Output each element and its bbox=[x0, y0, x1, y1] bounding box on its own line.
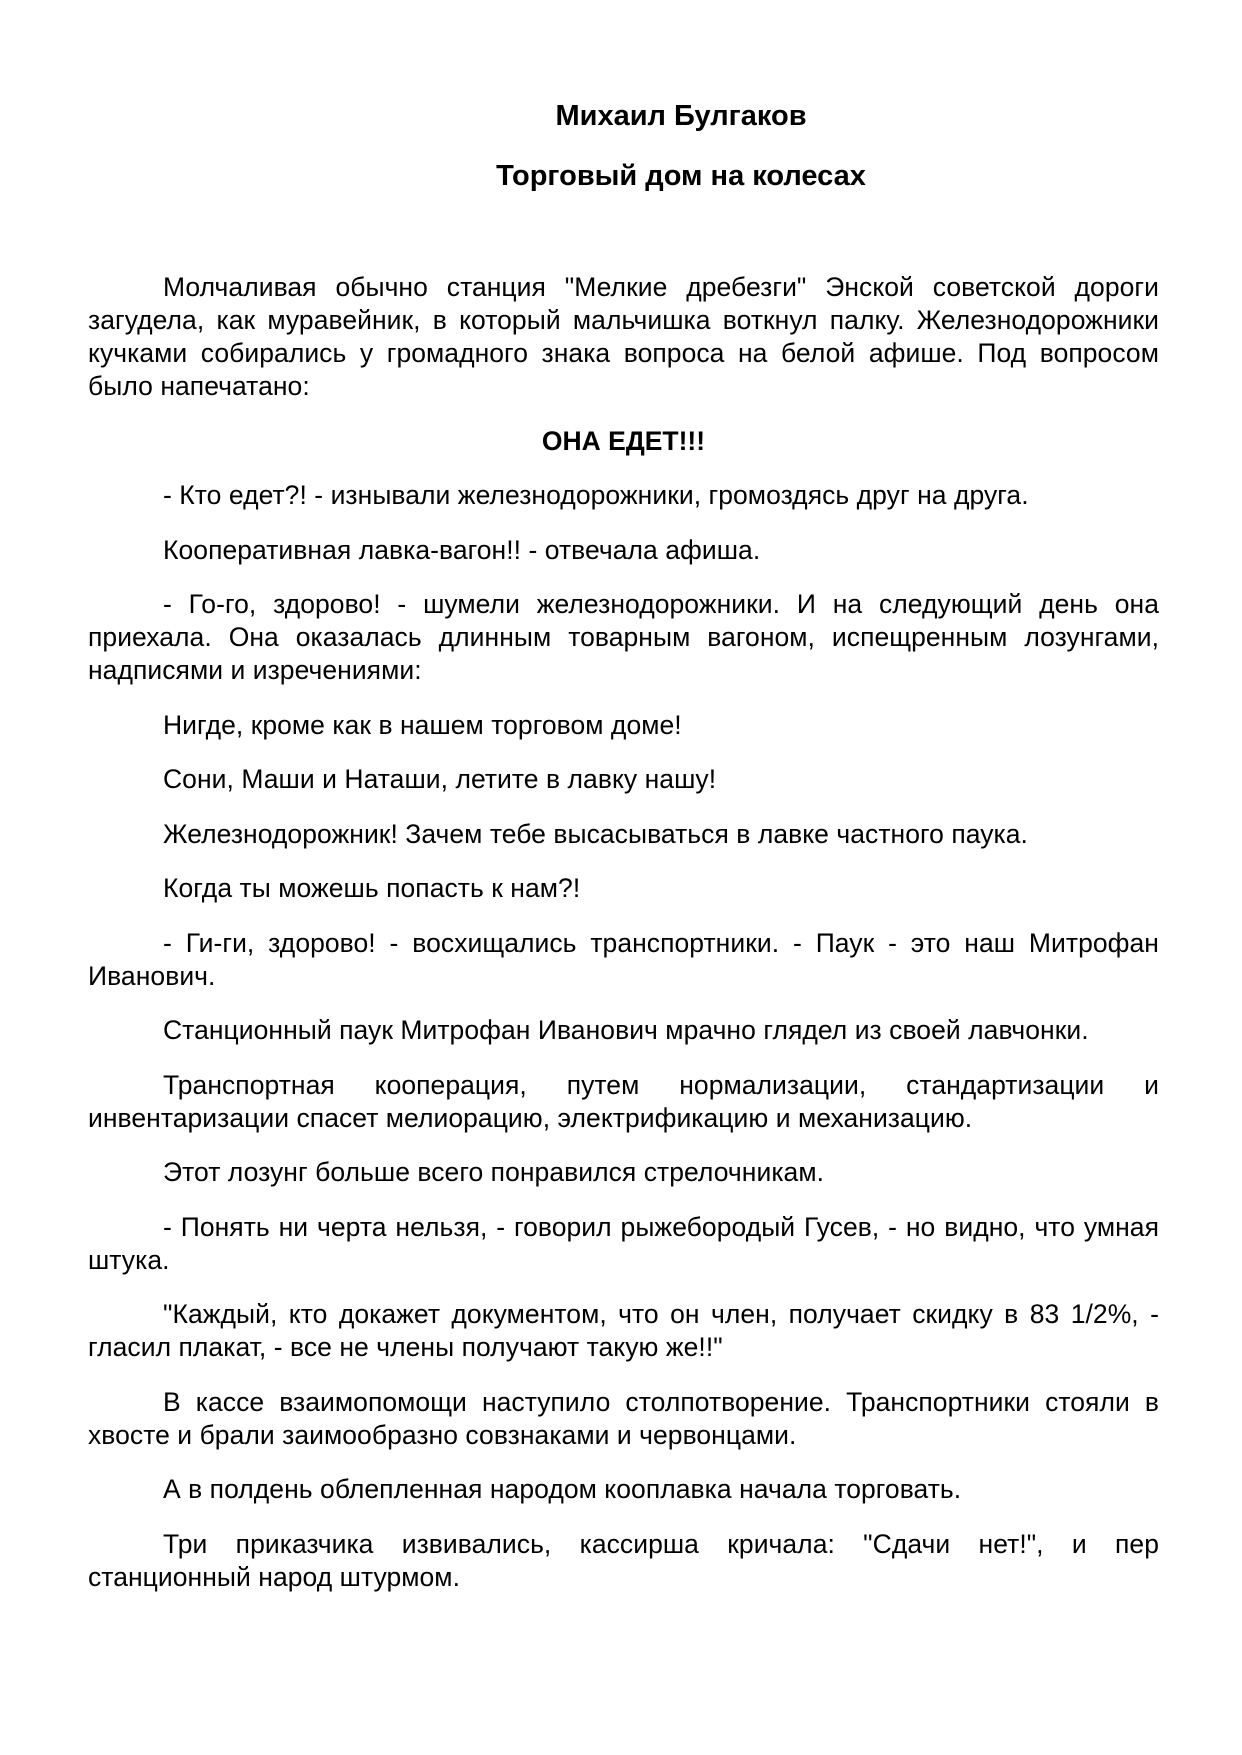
paragraph: Кооперативная лавка-вагон!! - отвечала афиша. bbox=[163, 534, 761, 565]
slogan-line: Железнодорожник! Зачем тебе высасываться в лавке частного паука. bbox=[163, 818, 1028, 849]
slogan-line: Сони, Маши и Наташи, летите в лавку нашу! bbox=[163, 764, 717, 794]
paragraph: В кассе взаимопомощи наступило столпотворение. Транспортники стояли в хвосте и брали заимообразно совзнаками и червонцами. bbox=[88, 1386, 1159, 1450]
paragraph: Этот лозунг больше всего понравился стрелочникам. bbox=[163, 1157, 825, 1187]
story-title: Торговый дом на колесах bbox=[496, 160, 866, 192]
paragraph: - Го-го, здорово! - шумели железнодорожники. И на следующий день она приехала. Она оказалась длинным товарным вагоном, испещренным лозунгами, надписями и изречениями: bbox=[88, 589, 1159, 685]
paragraph: Транспортная кооперация, путем нормализации, стандартизации и инвентаризации спасет мелиорацию, электрификацию и механизацию. bbox=[88, 1069, 1159, 1133]
slogan-line: Нигде, кроме как в нашем торговом доме! bbox=[163, 709, 682, 740]
paragraph: Молчаливая обычно станция "Мелкие дребезги" Энской советской дороги загудела, как муравейник, в который мальчишка воткнул палку. Железнодорожники кучками собирались у громадного знака вопроса на белой афише. Под вопросом было напечатано: bbox=[88, 272, 1159, 401]
author-name: Михаил Булгаков bbox=[555, 100, 807, 132]
slogan-line: Когда ты можешь попасть к нам?! bbox=[163, 873, 581, 903]
paragraph: Станционный паук Митрофан Иванович мрачно глядел из своей лавчонки. bbox=[163, 1015, 1089, 1045]
paragraph: - Ги-ги, здорово! - восхищались транспортники. - Паук - это наш Митрофан Иванович. bbox=[88, 927, 1159, 991]
paragraph: - Понять ни черта нельзя, - говорил рыжебородый Гусев, - но видно, что умная штука. bbox=[88, 1211, 1159, 1275]
paragraph: А в полдень облепленная народом кооплавка начала торговать. bbox=[163, 1474, 962, 1504]
poster-announcement: ОНА ЕДЕТ!!! bbox=[541, 425, 706, 456]
paragraph: - Кто едет?! - изнывали железнодорожники, громоздясь друг на друга. bbox=[163, 480, 1029, 510]
paragraph: "Каждый, кто докажет документом, что он член, получает скидку в 83 1/2%, - гласил плакат, - все не члены получают такую же!!" bbox=[88, 1299, 1159, 1362]
story-body bbox=[88, 271, 1159, 1615]
paragraph: Три приказчика извивались, кассирша кричала: "Сдачи нет!", и пер станционный народ штурмом. bbox=[88, 1528, 1159, 1592]
